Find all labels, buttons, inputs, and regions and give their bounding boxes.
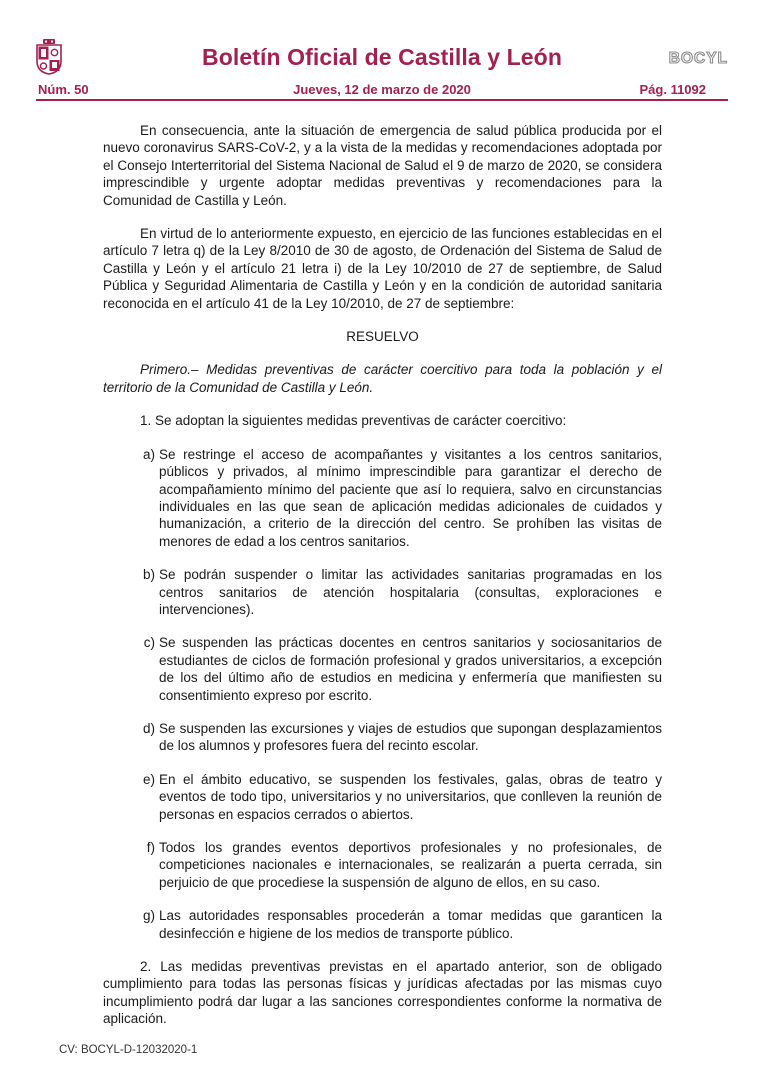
list-item-text: Se podrán suspender o limitar las actividades sanitarias programadas en los centros sanitarios de atención hospitalaria (consultas, exploraciones e intervenciones).: [159, 567, 662, 617]
issue-number: Núm. 50: [38, 82, 89, 97]
list-item: [103, 839, 662, 891]
gazette-acronym: BOCYL: [668, 50, 728, 67]
list-item-letter: d): [142, 720, 155, 736]
list-item-text: Se suspenden las prácticas docentes en centros sanitarios y sociosanitarios de estudiantes de ciclos de formación profesional y grados universitarios, a excepción de los del último año de estudios en medicina y enfermería que manifiesten su consentimiento expreso por escrito.: [159, 635, 662, 703]
gazette-header: [36, 38, 728, 104]
paragraph-en-virtud: En virtud de lo anteriormente expuesto, en ejercicio de las funciones establecidas en el artículo 7 letra q) de la Ley 8/2010 de 30 de agosto, de Ordenación del Sistema de Salud de Castilla y León y el artículo 21 letra i) de la Ley 10/2010 de 27 de septiembre, de Salud Pública y Seguridad Alimentaria de Castilla y León y en la condición de autoridad sanitaria reconocida en el artículo 41 de la Ley 10/2010, de 27 de septiembre:: [103, 226, 662, 311]
list-item-text: Todos los grandes eventos deportivos profesionales y no profesionales, de competiciones nacionales e internacionales, se realizarán a puerta cerrada, sin perjuicio de que procediese la suspensión de alguno de ellos, en su caso.: [159, 840, 662, 890]
document-body: [103, 122, 662, 1044]
list-item: [103, 907, 662, 942]
list-item-letter: b): [142, 567, 155, 583]
issue-date: Jueves, 12 de marzo de 2020: [293, 82, 471, 97]
list-item: [103, 446, 662, 550]
issue-meta-row: [36, 80, 728, 100]
section-heading-primero: Primero.– Medidas preventivas de carácter coercitivo para toda la población y el territorio de la Comunidad de Castilla y León.: [103, 362, 662, 395]
list-item-text: Se suspenden las excursiones y viajes de estudios que supongan desplazamientos de los alumnos y profesores fuera del recinto escolar.: [159, 720, 662, 754]
paragraph-consecuencia: En consecuencia, ante la situación de emergencia de salud pública producida por el nuevo coronavirus SARS-CoV-2, y a la vista de la medidas y recomendaciones adoptada por el Consejo Interterritorial del Sistema Nacional de Salud el 9 de marzo de 2020, se considera imprescindible y urgente adoptar medidas preventivas y recomendaciones para la Comunidad de Castilla y León.: [103, 123, 662, 208]
list-item: [103, 634, 662, 704]
measures-list: [103, 446, 662, 942]
list-item: [103, 720, 662, 755]
page-number: Pág. 11092: [639, 82, 706, 97]
resolve-heading: RESUELVO: [346, 329, 419, 345]
document-cv-code: CV: BOCYL-D-12032020-1: [59, 1044, 198, 1056]
list-item-letter: a): [142, 446, 155, 462]
list-item-letter: e): [142, 771, 155, 787]
list-item-letter: c): [143, 635, 155, 651]
clause-1: 1. Se adoptan la siguientes medidas preventivas de carácter coercitivo:: [140, 413, 567, 429]
clause-2: 2. Las medidas preventivas previstas en el apartado anterior, son de obligado cumplimiento para todas las personas físicas y jurídicas afectadas por las mismas cuyo incumplimiento podrá dar lugar a las sanciones correspondientes conforme la normativa de aplicación.: [103, 959, 662, 1027]
header-divider: [36, 99, 728, 101]
list-item-letter: f): [146, 840, 155, 855]
list-item: [103, 771, 662, 823]
list-item-text: En el ámbito educativo, se suspenden los festivales, galas, obras de teatro y eventos de todo tipo, universitarios y no universitarios, que conlleven la reunión de personas en espacios cerrados o abiertos.: [159, 771, 662, 822]
gazette-title: Boletín Oficial de Castilla y León: [202, 44, 562, 70]
list-item: [103, 566, 662, 618]
list-item-text: Se restringe el acceso de acompañantes y visitantes a los centros sanitarios, públicos y privados, al mínimo imprescindible para garantizar el derecho de acompañamiento mínimo del paciente que así lo requiera, salvo en circunstancias individuales en las que sean de aplicación medidas adicionales de cuidados y humanización, a criterio de la dirección del centro. Se prohíben las visitas de menores de edad a los centros sanitarios.: [159, 446, 662, 549]
list-item-text: Las autoridades responsables procederán a tomar medidas que garanticen la desinfección e higiene de los medios de transporte público.: [159, 908, 662, 941]
list-item-letter: g): [142, 908, 155, 924]
